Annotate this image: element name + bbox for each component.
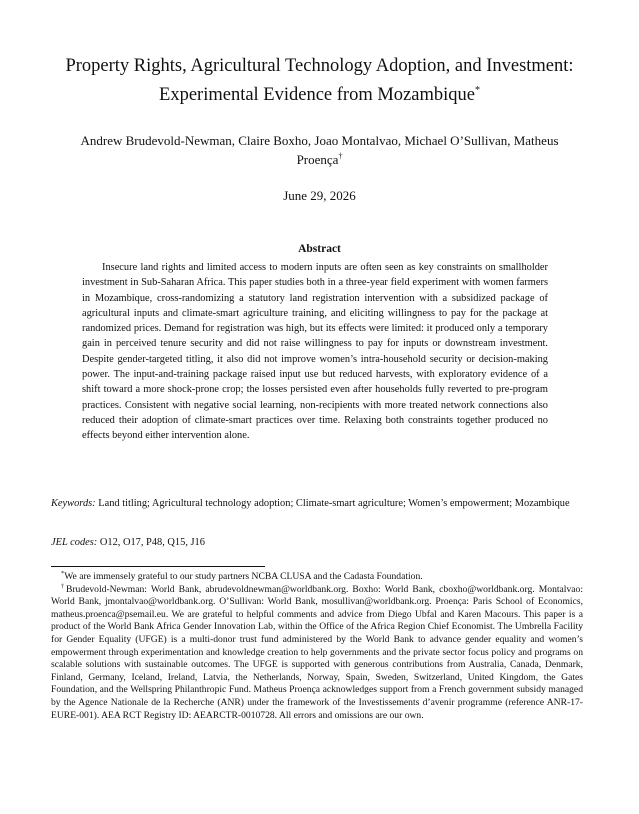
footnote-text: We are immensely grateful to our study partners NCBA CLUSA and the Cadasta Foundation.: [64, 571, 423, 582]
footnote-text: Brudevold-Newman: World Bank, abrudevoldnewman@worldbank.org. Boxho: World Bank, cboxho@worldbank.org. Montalvao: World Bank, jmontalvao@worldbank.org. O’Sullivan: World Bank, mosullivan@worldbank.org. Proença: Paris School of Economics, matheus.proenca@psemail.eu. We are grateful to helpful comments and advice from Diego Ubfal and Karen Macours. This paper is a product of the World Bank Africa Gender Innovation Lab, within the Office of the Africa Region Chief Economist. The Umbrella Facility for Gender Equality (UFGE) is a multi-donor trust fund administered by the World Bank to advance gender equality and women’s empowerment through experimentation and knowledge creation to help governments and the private sector focus policy and programs on scalable solutions with sustainable outcomes. The UFGE is supported with generous contributions from Australia, Canada, Denmark, Finland, Germany, Iceland, Ireland, Latvia, the Netherlands, Norway, Spain, Sweden, Switzerland, United Kingdom, the Gates Foundation, and the Wellspring Philanthropic Fund. Matheus Proença acknowledges support from a French government subsidy managed by the Agence Nationale de la Recherche (ANR) under the framework of the Investissements d’avenir programme (reference ANR-17-EURE-001). AEA RCT Registry ID: AEARCTR-0010728. All errors and omissions are our own.: [51, 583, 583, 721]
keywords-text: Land titling; Agricultural technology adoption; Climate-smart agriculture; Women’s empowerment; Mozambique: [98, 498, 570, 509]
footnote-rule: [51, 566, 265, 567]
paper-date: June 29, 2026: [283, 188, 356, 203]
keywords-label: Keywords:: [51, 498, 96, 509]
abstract-heading: Abstract: [298, 243, 341, 255]
footnote-mark: †: [61, 582, 66, 590]
jel-label: JEL codes:: [51, 537, 98, 548]
paper-title: [60, 52, 579, 110]
jel-text: O12, O17, P48, Q15, J16: [99, 537, 205, 548]
author-list: [60, 131, 579, 169]
footnote-mark: *: [61, 569, 65, 577]
footnote-affiliations: [51, 584, 583, 723]
jel-codes: [51, 535, 585, 550]
footnote-acknowledgement: [51, 571, 583, 584]
abstract-text: Insecure land rights and limited access to modern inputs are often seen as key constraints on smallholder investment in Sub-Saharan Africa. This paper studies both in a three-year field experiment with women farmers in Mozambique, cross-randomizing a statutory land registration intervention with a subsidized package of agricultural inputs and climate-smart agriculture training, and eliciting willingness to pay for the package at randomized prices. Demand for registration was high, but its effects were limited: it produced only a temporary gain in perceived tenure security and did not raise willingness to pay for inputs or downstream investment. Despite gender-targeted titling, it also did not improve women’s intra-household security or decision-making power. The input-and-training package raised input use but reduced harvests, with exploratory evidence of a shift toward a more shock-prone crop; the losses persisted even after households fully reverted to pre-program practices. Consistent with negative social learning, non-recipients with more treated network connections also reduced their adoption of climate-smart practices over time. Relaxing both constraints together produced no effects beyond either intervention alone.: [82, 262, 548, 442]
keywords: [51, 496, 585, 511]
paper-title-text: Property Rights, Agricultural Technology Adoption, and Investment: Experimental Evidence from Mozambique: [65, 56, 574, 105]
footnotes: [51, 571, 583, 722]
author-names: Andrew Brudevold-Newman, Claire Boxho, Joao Montalvao, Michael O’Sullivan, Matheus Proença: [80, 133, 559, 167]
title-footnote-mark[interactable]: *: [474, 84, 480, 96]
author-footnote-mark[interactable]: †: [338, 151, 343, 161]
